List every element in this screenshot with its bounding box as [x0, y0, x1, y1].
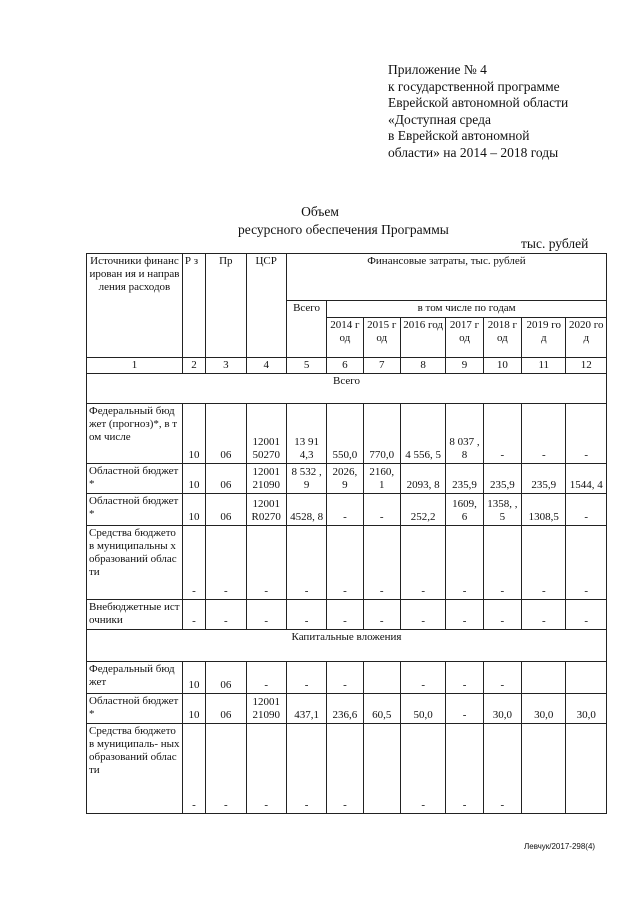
row-value-cell: - [246, 662, 286, 694]
row-value-cell: - [566, 494, 607, 526]
table-row [87, 494, 607, 526]
row-value-cell: - [400, 600, 445, 630]
row-value-cell: - [206, 526, 246, 600]
column-number-row [87, 358, 607, 374]
row-value-cell: - [522, 600, 566, 630]
row-value-cell [522, 724, 566, 814]
row-value-cell: - [286, 724, 326, 814]
row-value-cell: 06 [206, 662, 246, 694]
header-year: 2015 год [363, 318, 400, 358]
row-value-cell: - [446, 526, 483, 600]
header-year: 2019 год [522, 318, 566, 358]
header-by-years: в том числе по годам [327, 301, 607, 318]
row-value-cell: - [246, 600, 286, 630]
row-value-cell: - [327, 600, 363, 630]
col-number: 7 [363, 358, 400, 374]
row-source-cell: Федеральный бюджет [87, 662, 183, 694]
row-value-cell: - [483, 662, 521, 694]
row-value-cell: 2093, 8 [400, 464, 445, 494]
row-value-cell: 12001 50270 [246, 404, 286, 464]
row-value-cell: - [446, 694, 483, 724]
row-value-cell: - [246, 724, 286, 814]
table-row [87, 464, 607, 494]
header-sources: Источники финансирован ия и направления расходов [87, 254, 183, 358]
row-value-cell: - [246, 526, 286, 600]
col-number: 10 [483, 358, 521, 374]
row-source-cell: Областной бюджет * [87, 494, 183, 526]
row-value-cell: 10 [182, 694, 205, 724]
row-value-cell: - [446, 724, 483, 814]
row-source-cell: Областной бюджет * [87, 464, 183, 494]
row-value-cell: 10 [182, 494, 205, 526]
row-value-cell [522, 662, 566, 694]
row-value-cell: - [483, 404, 521, 464]
row-value-cell: - [566, 600, 607, 630]
row-value-cell: 4528, 8 [286, 494, 326, 526]
row-value-cell: 30,0 [483, 694, 521, 724]
row-value-cell: 252,2 [400, 494, 445, 526]
header-fin: Финансовые затраты, тыс. рублей [286, 254, 606, 301]
row-value-cell: 235,9 [522, 464, 566, 494]
row-value-cell: 30,0 [566, 694, 607, 724]
header-year: 2020 год [566, 318, 607, 358]
row-value-cell: 1308,5 [522, 494, 566, 526]
row-value-cell: 06 [206, 464, 246, 494]
footer-code: Левчук/2017-298(4) [524, 842, 596, 851]
row-value-cell: - [446, 662, 483, 694]
row-value-cell: - [327, 724, 363, 814]
row-value-cell: 437,1 [286, 694, 326, 724]
row-value-cell: 8 532 ,9 [286, 464, 326, 494]
row-value-cell: 236,6 [327, 694, 363, 724]
row-value-cell: 10 [182, 464, 205, 494]
row-source-cell: Средства бюджетов муниципальны х образований области [87, 526, 183, 600]
row-value-cell: 60,5 [363, 694, 400, 724]
section-body [87, 662, 607, 814]
row-value-cell: 10 [182, 404, 205, 464]
row-value-cell: 550,0 [327, 404, 363, 464]
header-year: 2017 год [446, 318, 483, 358]
row-value-cell: - [483, 724, 521, 814]
row-value-cell: - [566, 404, 607, 464]
row-value-cell: 12001 21090 [246, 694, 286, 724]
col-number: 5 [286, 358, 326, 374]
row-value-cell: - [363, 526, 400, 600]
header-year: 2018 год [483, 318, 521, 358]
section-title: Всего [87, 374, 607, 404]
row-source-cell: Внебюджетные источники [87, 600, 183, 630]
appendix-line: области» на 2014 – 2018 годы [388, 144, 559, 160]
row-value-cell: - [286, 662, 326, 694]
row-value-cell: 235,9 [483, 464, 521, 494]
header-pr: Пр [206, 254, 246, 358]
row-value-cell: - [400, 724, 445, 814]
row-value-cell [566, 724, 607, 814]
table-row [87, 526, 607, 600]
row-source-cell: Средства бюджетов муниципаль- ных образований области [87, 724, 183, 814]
row-value-cell: - [327, 494, 363, 526]
appendix-line: Приложение № 4 [388, 62, 487, 77]
col-number: 11 [522, 358, 566, 374]
row-value-cell: - [522, 404, 566, 464]
col-number: 3 [206, 358, 246, 374]
row-value-cell: 12001 21090 [246, 464, 286, 494]
row-value-cell: - [483, 526, 521, 600]
row-value-cell: - [400, 526, 445, 600]
row-value-cell [363, 662, 400, 694]
row-value-cell: 2160, 1 [363, 464, 400, 494]
row-value-cell: - [286, 526, 326, 600]
document-subtitle: ресурсного обеспечения Программы [238, 222, 449, 237]
row-value-cell: - [327, 662, 363, 694]
col-number: 6 [327, 358, 363, 374]
row-value-cell: - [483, 600, 521, 630]
row-value-cell: 30,0 [522, 694, 566, 724]
row-value-cell: - [206, 724, 246, 814]
header-total: Всего [286, 301, 326, 358]
row-value-cell: 8 037 ,8 [446, 404, 483, 464]
appendix-line: в Еврейской автономной [388, 128, 530, 143]
table-row [87, 694, 607, 724]
table-row [87, 724, 607, 814]
row-value-cell: - [182, 724, 205, 814]
col-number: 8 [400, 358, 445, 374]
header-csr: ЦСР [246, 254, 286, 358]
header-year: 2014 год [327, 318, 363, 358]
row-value-cell: 4 556, 5 [400, 404, 445, 464]
row-value-cell: 13 91 4,3 [286, 404, 326, 464]
units-label: тыс. рублей [521, 236, 589, 251]
row-value-cell [566, 662, 607, 694]
row-value-cell: - [327, 526, 363, 600]
col-number: 9 [446, 358, 483, 374]
col-number: 12 [566, 358, 607, 374]
row-value-cell: - [286, 600, 326, 630]
section-body [87, 404, 607, 630]
row-value-cell: - [522, 526, 566, 600]
row-value-cell: 235,9 [446, 464, 483, 494]
row-value-cell: 12001 R0270 [246, 494, 286, 526]
row-source-cell: Федеральный бюджет (прогноз)*, в том числе [87, 404, 183, 464]
col-number: 2 [182, 358, 205, 374]
row-value-cell [363, 724, 400, 814]
document-title: Объем [301, 204, 339, 219]
row-value-cell: 10 [182, 662, 205, 694]
header-rz: Р з [182, 254, 205, 358]
row-value-cell: 06 [206, 494, 246, 526]
col-number: 4 [246, 358, 286, 374]
col-number: 1 [87, 358, 183, 374]
row-value-cell: - [182, 526, 205, 600]
row-value-cell: - [400, 662, 445, 694]
appendix-header [388, 62, 568, 161]
table-row [87, 662, 607, 694]
row-value-cell: 1609, 6 [446, 494, 483, 526]
row-value-cell: 06 [206, 694, 246, 724]
row-value-cell: - [363, 494, 400, 526]
row-value-cell: 770,0 [363, 404, 400, 464]
row-value-cell: - [566, 526, 607, 600]
row-source-cell: Областной бюджет * [87, 694, 183, 724]
row-value-cell: 50,0 [400, 694, 445, 724]
row-value-cell: 2026, 9 [327, 464, 363, 494]
appendix-line: Еврейской автономной области [388, 95, 569, 110]
appendix-line: к государственной программе [388, 78, 560, 94]
section-title: Капитальные вложения [87, 630, 607, 662]
row-value-cell: 1358, ,5 [483, 494, 521, 526]
table-row [87, 404, 607, 464]
row-value-cell: 1544, 4 [566, 464, 607, 494]
appendix-line: «Доступная среда [388, 111, 491, 127]
row-value-cell: - [446, 600, 483, 630]
resource-table [86, 253, 607, 814]
row-value-cell: - [206, 600, 246, 630]
row-value-cell: - [182, 600, 205, 630]
row-value-cell: 06 [206, 404, 246, 464]
table-row [87, 600, 607, 630]
row-value-cell: - [363, 600, 400, 630]
header-year: 2016 год [400, 318, 445, 358]
